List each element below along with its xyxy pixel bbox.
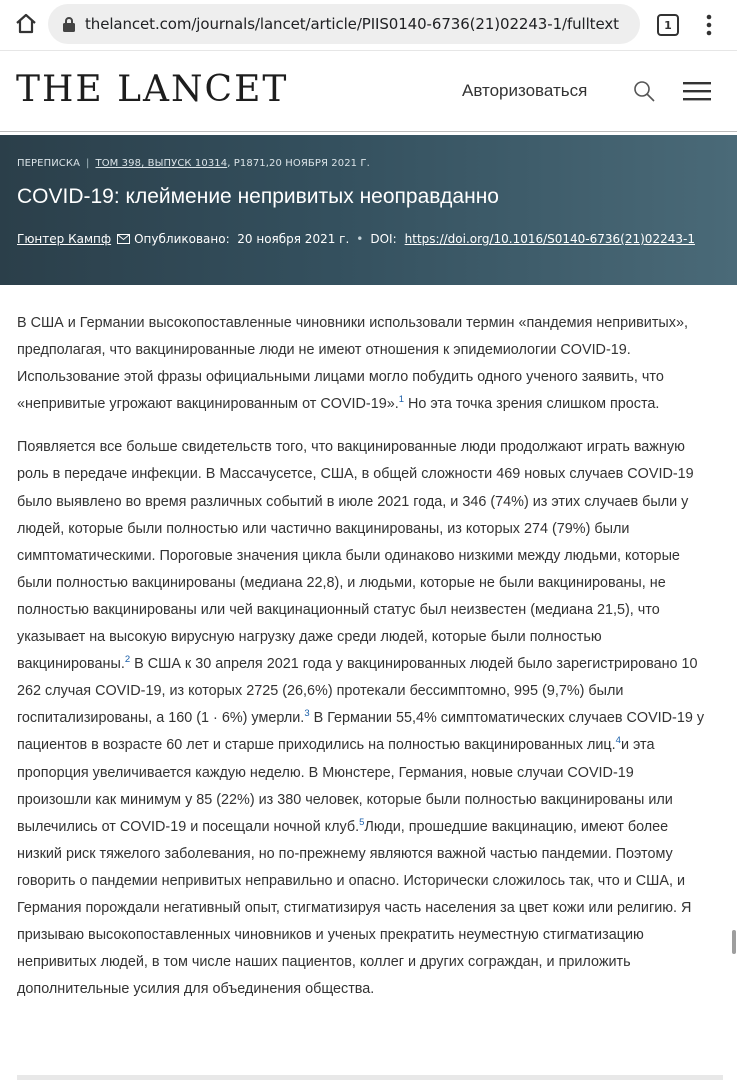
pages-date: , P1871,20 НОЯБРЯ 2021 Г. (227, 158, 370, 169)
author-link[interactable]: Гюнтер Кампф (17, 232, 112, 246)
paragraph (17, 310, 707, 418)
byline (17, 232, 695, 246)
published-date: 20 ноября 2021 г. (237, 232, 350, 246)
mail-icon[interactable] (117, 234, 130, 244)
section-label: ПЕРЕПИСКА (17, 158, 81, 169)
article-title: COVID-19: клеймение непривитых неоправданно (17, 185, 499, 208)
article-meta (17, 158, 370, 169)
kebab-menu-icon[interactable] (700, 12, 718, 38)
search-icon[interactable] (632, 79, 656, 103)
lancet-logo[interactable]: THE LANCET (16, 69, 289, 110)
byline-dot: • (356, 232, 364, 246)
address-bar[interactable] (48, 4, 640, 44)
reference-link[interactable]: 3 (304, 708, 310, 720)
article-body (17, 310, 707, 1019)
reference-link[interactable]: 5 (359, 816, 365, 828)
login-link[interactable]: Авторизоваться (462, 81, 588, 100)
doi-label: DOI: (370, 232, 397, 246)
article-hero (0, 135, 737, 285)
paragraph-text: Но эта точка зрения слишком проста. (404, 396, 660, 413)
paragraph-text: Появляется все больше свидетельств того, что вакцинированные люди продолжают играть важную роль в передаче инфекции. В Массачусетсе, США, в общей сложности 469 новых случаев COVID-19 было выявлено во время различных событий в июле 2021 года, и 346 (74%) из этих случаев были у людей, которые были полностью или частично вакцинированы, из которых 274 (79%) были симптоматическими. Пороговые значения цикла были одинаково низкими между людьми, которые были полностью вакцинированы (медиана 22,8), и людьми, которые не были вакцинированы, не полностью вакцинированы или чей вакцинационный статус был неизвестен (медиана 21,5), что указывает на высокую вирусную нагрузку даже среди людей, которые были полностью вакцинированы. (17, 439, 694, 673)
paragraph (17, 434, 707, 1003)
volume-link[interactable]: ТОМ 398, ВЫПУСК 10314 (95, 158, 228, 169)
published-label: Опубликовано: (134, 232, 230, 246)
reference-link[interactable]: 1 (398, 394, 405, 406)
tab-switcher-button[interactable]: 1 (657, 14, 679, 36)
lock-icon (62, 16, 76, 32)
hamburger-icon[interactable] (683, 80, 711, 102)
paragraph-text: Люди, прошедшие вакцинацию, имеют более низкий риск тяжелого заболевания, но по-прежнему являются важной частью пандемии. Поэтому говорить о пандемии непривитых неправильно и опасно. Исторически сложилось так, что и США, и Германия порождали негативный опыт, стигматизируя часть населения за цвет кожи или религию. Я призываю высокопоставленных чиновников и ученых прекратить неуместную стигматизацию непривитых людей, в том числе наших пациентов, коллег и других сограждан, и приложить дополнительные усилия для объединения общества. (17, 818, 692, 998)
footer-divider (17, 1075, 723, 1080)
paragraph-text: В США и Германии высокопоставленные чиновники использовали термин «пандемия непривитых», предполагая, что вакцинированные люди не имеют отношения к эпидемиологии COVID-19. Использование этой фразы официальными лицами могло побудить одного ученого заявить, что «непривитые угрожают вакцинированным от COVID-19». (17, 315, 688, 413)
browser-toolbar (0, 0, 737, 51)
reference-link[interactable]: 2 (124, 654, 131, 666)
reference-link[interactable]: 4 (615, 735, 621, 747)
paragraph-text: В Германии 55,4% симптоматических случаев COVID-19 у пациентов в возрасте 60 лет и старше приходились на полностью вакцинированных лиц. (17, 710, 705, 754)
home-icon[interactable] (12, 10, 40, 38)
paragraph-text: и эта пропорция увеличивается каждую неделю. В Мюнстере, Германия, новые случаи COVID-19 произошли как минимум у 85 (22%) из 380 человек, которые были полностью вакцинированы или вылечились от COVID-19 и посещали ночной клуб. (17, 737, 673, 835)
meta-separator: | (86, 158, 90, 169)
site-header (0, 51, 737, 132)
doi-link[interactable]: https://doi.org/10.1016/S0140-6736(21)02243-1 (404, 232, 695, 246)
paragraph-text: В США к 30 апреля 2021 года у вакцинированных людей было зарегистрировано 10 262 случая COVID-19, из которых 2725 (26,6%) протекали бессимптомно, 995 (9,7%) были госпитализированы, а 160 (1 · 6%) умерли. (17, 656, 698, 727)
url-text: thelancet.com/journals/lancet/article/PIIS0140-6736(21)02243-1/fulltext (85, 15, 619, 33)
scrollbar-thumb[interactable] (732, 930, 736, 954)
